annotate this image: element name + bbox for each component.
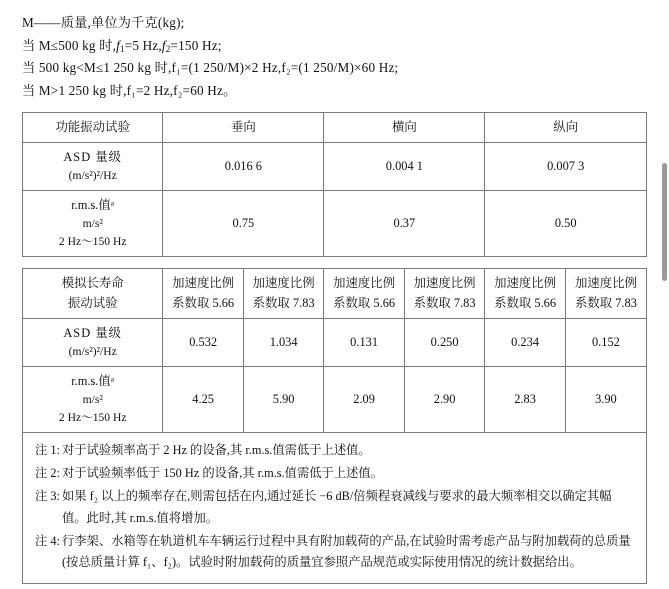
header-col-6-line2: 系数取 7.83	[574, 295, 637, 310]
header-col-2-line2: 系数取 7.83	[252, 295, 315, 310]
cell-rms-ll-5: 2.83	[485, 367, 565, 433]
vertical-scrollbar[interactable]	[662, 163, 667, 281]
intro-line-3: 当 500 kg<M≤1 250 kg 时,f₁=(1 250/M)×2 Hz,f₂=(1 250/M)×60 Hz;	[22, 60, 399, 76]
note-2-key: 注 2:	[35, 466, 60, 481]
note-1-text: 对于试验频率高于 2 Hz 的设备,其 r.m.s.值需低于上述值。	[61, 443, 371, 458]
row-label-rms-longlife-unit: m/s²	[82, 393, 103, 407]
row-label-rms-longlife-range: 2 Hz～150 Hz	[58, 411, 127, 425]
row-label-rms	[23, 191, 163, 257]
cell-asd-ll-6: 0.152	[565, 318, 646, 366]
table-row	[23, 269, 647, 318]
row-label-asd-line1: ASD 量级	[63, 150, 123, 165]
table-row	[23, 143, 647, 191]
cell-asd-ll-1: 0.532	[163, 318, 243, 366]
cell-asd-lateral: 0.004 1	[324, 143, 485, 191]
cell-rms-ll-4: 2.90	[404, 367, 484, 433]
cell-rms-ll-6: 3.90	[565, 367, 646, 433]
header-col-1-line2: 系数取 5.66	[172, 295, 235, 310]
functional-vibration-table	[22, 112, 647, 258]
header-col-3-line1: 加速度比例	[333, 276, 396, 291]
note-3-key: 注 3:	[35, 489, 60, 504]
table-header-col-6	[565, 269, 646, 318]
header-col-2-line1: 加速度比例	[252, 276, 315, 291]
row-label-rms-range: 2 Hz～150 Hz	[58, 235, 127, 249]
cell-asd-ll-4: 0.250	[404, 318, 484, 366]
note-1-key: 注 1:	[35, 443, 60, 458]
cell-asd-longitudinal: 0.007 3	[485, 143, 647, 191]
table-header-row-label: 功能振动试验	[23, 112, 163, 142]
header-col-3-line2: 系数取 5.66	[333, 295, 396, 310]
cell-rms-longitudinal: 0.50	[485, 191, 647, 257]
intro-line-2-value1: =5 Hz,	[124, 37, 162, 53]
table-separator	[22, 257, 647, 268]
table-header-col-5	[485, 269, 565, 318]
cell-asd-ll-5: 0.234	[485, 318, 565, 366]
note-1	[35, 440, 634, 461]
header-col-4-line1: 加速度比例	[413, 276, 476, 291]
symbol-f1: f	[116, 37, 120, 53]
intro-line-2	[22, 35, 647, 58]
cell-asd-ll-3: 0.131	[324, 318, 404, 366]
note-4	[35, 531, 634, 573]
table-header-row-label-longlife	[23, 269, 163, 318]
table-row	[23, 367, 647, 433]
subscript-2: 2	[165, 43, 171, 54]
note-2-text: 对于试验频率低于 150 Hz 的设备,其 r.m.s.值需低于上述值。	[61, 466, 384, 481]
symbol-f2: f	[161, 37, 166, 53]
intro-line-4: 当 M>1 250 kg 时,f₁=2 Hz,f₂=60 Hz。	[22, 83, 237, 99]
long-life-vibration-table	[22, 268, 647, 433]
row-label-asd-unit: (m/s²)²/Hz	[68, 169, 117, 183]
subscript-1: 1	[119, 43, 125, 54]
table-row	[23, 191, 647, 257]
row-label-asd-longlife	[23, 318, 163, 366]
row-label-asd	[23, 143, 163, 191]
table-header-longitudinal: 纵向	[485, 112, 647, 142]
note-4-text: 行李架、水箱等在轨道机车车辆运行过程中具有附加载荷的产品,在试验时需考虑产品与附加载荷的总质量(按总质量计算 f₁、f₂)。试验时附加载荷的质量宜参照产品规范或实际使用情况的统计数据给出。	[61, 533, 631, 569]
row-label-rms-longlife-line1: r.m.s.值ᵃ	[71, 374, 115, 388]
cell-rms-ll-3: 2.09	[324, 367, 404, 433]
cell-asd-vertical: 0.016 6	[163, 143, 324, 191]
table-header-col-3	[324, 269, 404, 318]
header-col-5-line1: 加速度比例	[494, 276, 557, 291]
cell-rms-ll-1: 4.25	[163, 367, 243, 433]
row-label-rms-longlife	[23, 367, 163, 433]
table-header-vertical: 垂向	[163, 112, 324, 142]
table-notes	[22, 433, 647, 584]
table-row	[23, 318, 647, 366]
header-label-line1: 模拟长寿命	[61, 276, 124, 291]
note-3-text: 如果 f₂ 以上的频率存在,则需包括在内,通过延长 −6 dB/倍频程衰减线与要求的最大频率相交以确定其幅值。此时,其 r.m.s.值将增加。	[61, 489, 612, 525]
intro-line-2-value2: =150 Hz;	[170, 37, 222, 53]
row-label-asd-longlife-unit: (m/s²)²/Hz	[68, 345, 117, 359]
header-col-1-line1: 加速度比例	[172, 276, 235, 291]
table-row	[23, 112, 647, 142]
note-3	[35, 486, 634, 528]
row-label-asd-longlife-line1: ASD 量级	[63, 325, 123, 340]
header-col-5-line2: 系数取 5.66	[494, 295, 557, 310]
cell-rms-vertical: 0.75	[163, 191, 324, 257]
intro-line-2-text: 当 M≤500 kg 时,	[22, 37, 117, 53]
cell-rms-ll-2: 5.90	[243, 367, 323, 433]
header-col-6-line1: 加速度比例	[574, 276, 637, 291]
row-label-rms-unit: m/s²	[82, 217, 103, 231]
table-header-lateral: 横向	[324, 112, 485, 142]
header-col-4-line2: 系数取 7.83	[413, 295, 476, 310]
table-header-col-2	[243, 269, 323, 318]
intro-line-1: M——质量,单位为千克(kg);	[22, 15, 185, 30]
table-header-col-1	[163, 269, 243, 318]
note-2	[35, 463, 634, 484]
row-label-rms-line1: r.m.s.值ᵃ	[71, 198, 115, 213]
cell-rms-lateral: 0.37	[324, 191, 485, 257]
intro-text-block	[22, 12, 647, 103]
table-header-col-4	[404, 269, 484, 318]
cell-asd-ll-2: 1.034	[243, 318, 323, 366]
note-4-key: 注 4:	[35, 533, 60, 548]
header-label-line2: 振动试验	[67, 295, 118, 310]
